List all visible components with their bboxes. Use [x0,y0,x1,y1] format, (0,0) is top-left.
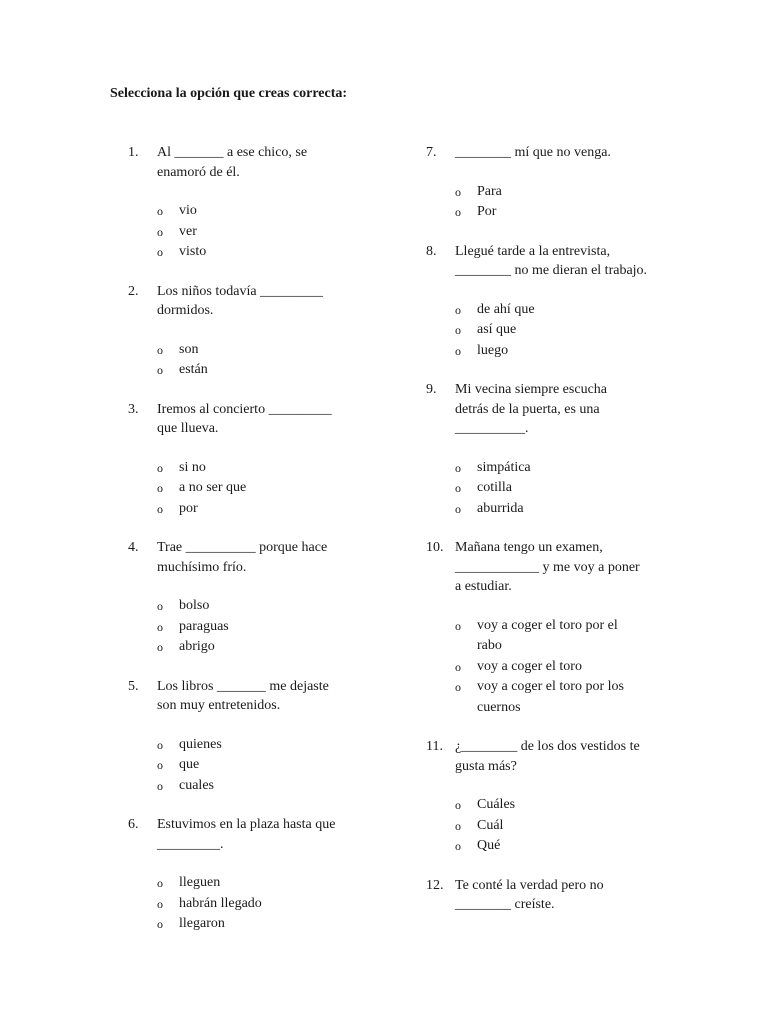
answer-option[interactable] [128,776,398,797]
bullet-icon: o [157,460,163,475]
question-spacer [128,796,398,815]
answer-option[interactable] [128,360,398,381]
answer-option-label: Cuál [477,817,504,833]
answer-option-label: aburrida [477,500,524,516]
bullet-icon: o [455,323,461,337]
question-spacer [426,857,716,876]
question-8 [426,242,716,362]
answer-option-label: así que [477,322,517,337]
bullet-icon: o [455,680,461,694]
answer-options [426,300,716,362]
answer-option-label: Qué [477,838,501,853]
answer-options [426,182,716,223]
answer-option[interactable] [128,914,398,935]
question-number: 12. [426,877,444,893]
answer-option-label: visto [179,244,207,259]
answer-option[interactable] [128,596,398,617]
answer-option-label: simpática [477,459,531,475]
answer-options [128,735,398,797]
answer-option-label: voy a coger el toro por el rabo [477,617,618,653]
bullet-icon: o [157,758,163,772]
question-text: Iremos al concierto _________ que llueva. [157,401,332,436]
answer-option[interactable] [426,300,716,321]
answer-option[interactable] [128,873,398,894]
bullet-icon: o [455,818,461,833]
question-4 [128,538,398,658]
answer-option[interactable] [426,677,716,718]
left-column [128,143,398,935]
answer-option-label: habrán llegado [179,895,262,911]
question-text: ¿________ de los dos vestidos te gusta más? [455,739,640,774]
answer-option[interactable] [426,478,716,499]
bullet-icon: o [157,204,163,218]
bullet-icon: o [455,481,461,495]
question-spacer [128,658,398,677]
question-text: Trae __________ porque hace muchísimo frío. [157,540,328,575]
answer-option-label: cotilla [477,480,512,495]
answer-options [128,340,398,381]
question-text: Mañana tengo un examen, ____________ y me voy a poner a estudiar. [455,540,640,594]
question-7 [426,143,716,223]
answer-option-label: por [179,500,198,516]
bullet-icon: o [157,342,163,357]
question-text: Los niños todavía _________ dormidos. [157,283,324,318]
answer-option-label: voy a coger el toro [477,658,582,674]
answer-option[interactable] [128,458,398,479]
answer-option[interactable] [128,617,398,638]
answer-option[interactable] [128,242,398,263]
answer-option-label: luego [477,342,509,358]
bullet-icon: o [157,619,163,634]
question-number: 3. [128,401,139,417]
question-text: Al _______ a ese chico, se enamoró de él. [157,145,308,180]
answer-option[interactable] [426,202,716,223]
question-number: 4. [128,540,139,555]
question-spacer [426,718,716,737]
answer-option[interactable] [426,795,716,816]
question-text: Estuvimos en la plaza hasta que _________. [157,817,336,852]
question-5 [128,677,398,797]
answer-option-label: son [179,341,199,357]
answer-option[interactable] [128,478,398,499]
bullet-icon: o [157,778,163,793]
answer-option-label: vio [179,203,197,218]
bullet-icon: o [157,481,163,495]
answer-option-label: voy a coger el toro por los cuernos [477,679,624,715]
answer-options [426,616,716,719]
answer-option[interactable] [426,499,716,520]
answer-option-label: abrigo [179,639,215,654]
answer-option[interactable] [426,182,716,203]
question-number: 10. [426,540,444,555]
question-11 [426,737,716,857]
bullet-icon: o [455,205,461,219]
bullet-icon: o [157,245,163,259]
answer-options [128,201,398,263]
bullet-icon: o [157,363,163,377]
right-column [426,143,716,915]
answer-option-label: que [179,757,200,772]
answer-option-label: a no ser que [179,480,247,495]
question-number: 2. [128,283,139,299]
bullet-icon: o [157,224,163,239]
bullet-icon: o [455,460,461,475]
page-title: Selecciona la opción que creas correcta: [110,86,348,101]
question-spacer [128,519,398,538]
bullet-icon: o [157,737,163,752]
answer-option[interactable] [426,816,716,837]
question-9 [426,380,716,519]
question-text: Llegué tarde a la entrevista, ________ no me dieran el trabajo. [455,243,648,278]
bullet-icon: o [157,876,163,890]
answer-option-label: lleguen [179,875,221,890]
bullet-icon: o [157,599,163,613]
answer-option[interactable] [426,458,716,479]
question-spacer [426,519,716,538]
answer-option[interactable] [128,499,398,520]
answer-option-label: Cuáles [477,797,516,812]
answer-option-label: Por [477,204,497,219]
question-12 [426,876,716,915]
answer-option[interactable] [426,616,716,657]
answer-option[interactable] [426,657,716,678]
question-1 [128,143,398,263]
bullet-icon: o [157,896,163,911]
answer-option-label: quienes [179,736,222,752]
question-spacer [128,381,398,400]
bullet-icon: o [455,302,461,317]
answer-option[interactable] [426,320,716,341]
bullet-icon: o [455,501,461,516]
answer-option[interactable] [426,341,716,362]
answer-option[interactable] [426,836,716,857]
answer-option[interactable] [128,340,398,361]
question-number: 6. [128,817,139,832]
answer-options [426,795,716,857]
question-spacer [426,223,716,242]
question-3 [128,400,398,520]
answer-option[interactable] [128,222,398,243]
question-text: Los libros _______ me dejaste son muy entretenidos. [157,678,329,713]
bullet-icon: o [157,501,163,516]
answer-option[interactable] [128,201,398,222]
answer-options [128,458,398,520]
answer-option-label: de ahí que [477,301,535,317]
question-number: 8. [426,243,437,259]
bullet-icon: o [455,659,461,674]
answer-option-label: Para [477,183,502,199]
bullet-icon: o [157,917,163,931]
answer-option[interactable] [128,735,398,756]
bullet-icon: o [455,343,461,358]
answer-option-label: cuales [179,777,214,793]
question-6 [128,815,398,935]
question-text: ________ mí que no venga. [455,145,611,160]
question-number: 9. [426,382,437,397]
question-10 [426,538,716,718]
question-number: 7. [426,145,437,160]
question-2 [128,282,398,381]
question-spacer [426,361,716,380]
bullet-icon: o [455,839,461,853]
question-number: 5. [128,678,139,694]
answer-options [426,458,716,520]
answer-option-label: bolso [179,598,210,613]
answer-option[interactable] [128,755,398,776]
bullet-icon: o [455,618,461,633]
bullet-icon: o [455,184,461,199]
question-spacer [128,263,398,282]
answer-option-label: llegaron [179,916,225,931]
question-text: Te conté la verdad pero no ________ creíste. [455,877,604,912]
question-number: 11. [426,739,443,754]
answer-option-label: ver [179,223,197,239]
answer-option-label: paraguas [179,618,229,634]
bullet-icon: o [157,640,163,654]
answer-option[interactable] [128,894,398,915]
question-number: 1. [128,145,139,160]
question-text: Mi vecina siempre escucha detrás de la puerta, es una __________. [455,382,607,436]
answer-option[interactable] [128,637,398,658]
answer-option-label: están [179,362,208,377]
answer-options [128,596,398,658]
answer-options [128,873,398,935]
bullet-icon: o [455,798,461,812]
answer-option-label: si no [179,459,206,475]
